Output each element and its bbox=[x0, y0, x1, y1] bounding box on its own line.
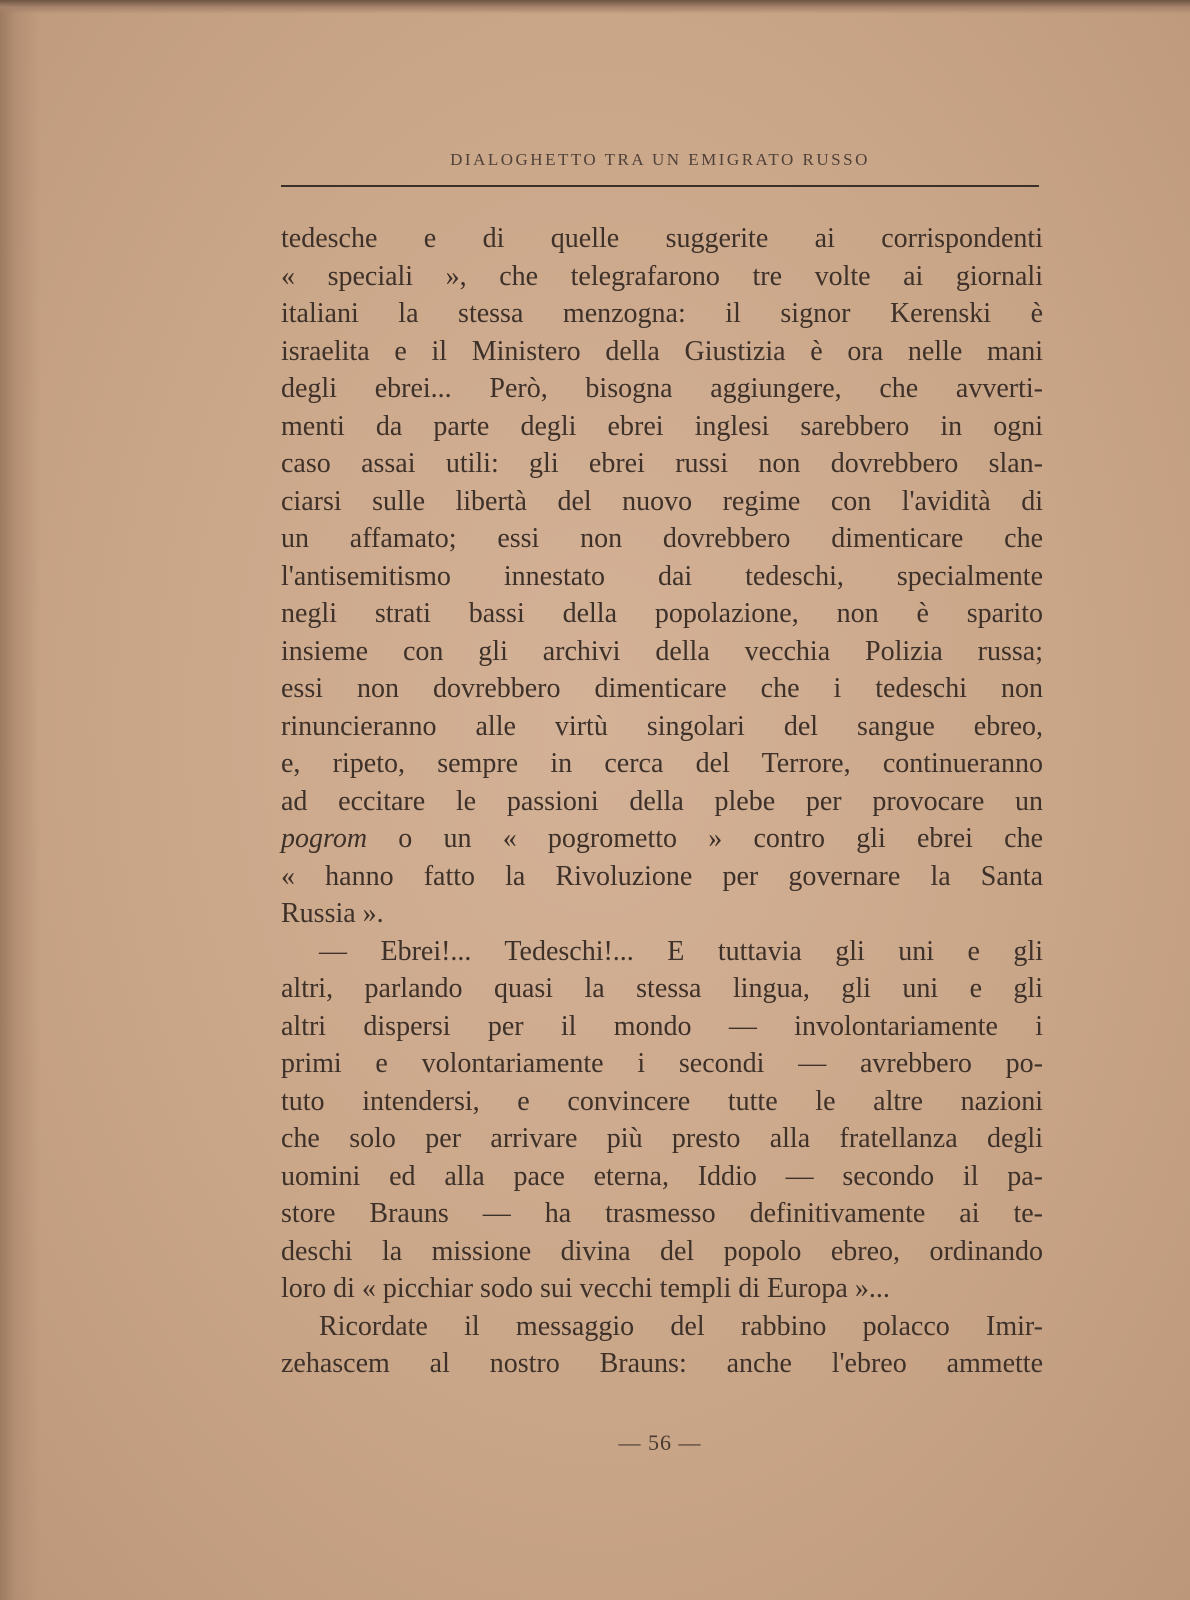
page-number: — 56 — bbox=[618, 1430, 702, 1455]
text-line: italiani la stessa menzogna: il signor Kerenski è bbox=[281, 298, 1043, 329]
text-line: « hanno fatto la Rivoluzione per governare la Santa bbox=[281, 860, 1043, 892]
text-line: insieme con gli archivi della vecchia Polizia russa; bbox=[281, 635, 1043, 667]
running-head: DIALOGHETTO TRA UN EMIGRATO RUSSO bbox=[450, 150, 870, 169]
text-line: degli ebrei... Però, bisogna aggiungere, che avverti- bbox=[281, 373, 1043, 404]
text-line: — Ebrei!... Tedeschi!... E tuttavia gli uni e gli bbox=[319, 935, 1043, 967]
text-line: un affamato; essi non dovrebbero dimenticare che bbox=[281, 523, 1043, 554]
text-line: menti da parte degli ebrei inglesi sarebbero in ogni bbox=[281, 410, 1043, 442]
text-line: essi non dovrebbero dimenticare che i tedeschi non bbox=[281, 673, 1043, 704]
text-line: israelita e il Ministero della Giustizia è ora nelle mani bbox=[281, 335, 1043, 367]
text-line: uomini ed alla pace eterna, Iddio — secondo il pa- bbox=[281, 1160, 1043, 1192]
text-line-rest: o un « pogrometto » contro gli ebrei che bbox=[398, 823, 1043, 854]
text-line: store Brauns — ha trasmesso definitivamente ai te- bbox=[281, 1198, 1043, 1229]
text-line-with-italic bbox=[281, 820, 1043, 858]
text-line: ciarsi sulle libertà del nuovo regime con l'avidità di bbox=[281, 485, 1043, 517]
text-line: altri, parlando quasi la stessa lingua, gli uni e gli bbox=[281, 973, 1043, 1004]
text-line: che solo per arrivare più presto alla fratellanza degli bbox=[281, 1123, 1043, 1154]
italic-word: pogrom bbox=[281, 823, 368, 854]
text-line: ad eccitare le passioni della plebe per provocare un bbox=[281, 785, 1043, 817]
text-line: zehascem al nostro Brauns: anche l'ebreo ammette bbox=[281, 1348, 1043, 1379]
text-line: tuto intendersi, e convincere tutte le altre nazioni bbox=[281, 1085, 1043, 1117]
header-rule bbox=[281, 185, 1039, 187]
text-line: e, ripeto, sempre in cerca del Terrore, continueranno bbox=[281, 748, 1043, 779]
text-line: loro di « picchiar sodo sui vecchi templi di Europa »... bbox=[281, 1273, 890, 1304]
body-text bbox=[281, 220, 1043, 1383]
text-line: tedesche e di quelle suggerite ai corrispondenti bbox=[281, 223, 1043, 254]
text-line: primi e volontariamente i secondi — avrebbero po- bbox=[281, 1048, 1043, 1079]
text-line: « speciali », che telegrafarono tre volte ai giornali bbox=[281, 260, 1043, 292]
text-line: deschi la missione divina del popolo ebreo, ordinando bbox=[281, 1235, 1043, 1267]
text-line: rinuncieranno alle virtù singolari del sangue ebreo, bbox=[281, 710, 1043, 742]
text-line: negli strati bassi della popolazione, non è sparito bbox=[281, 598, 1043, 629]
text-line: Russia ». bbox=[281, 898, 384, 929]
text-line: l'antisemitismo innestato dai tedeschi, specialmente bbox=[281, 560, 1043, 592]
text-line: altri dispersi per il mondo — involontariamente i bbox=[281, 1010, 1043, 1042]
text-line: caso assai utili: gli ebrei russi non dovrebbero slan- bbox=[281, 448, 1043, 479]
text-line: Ricordate il messaggio del rabbino polacco Imir- bbox=[319, 1310, 1043, 1342]
